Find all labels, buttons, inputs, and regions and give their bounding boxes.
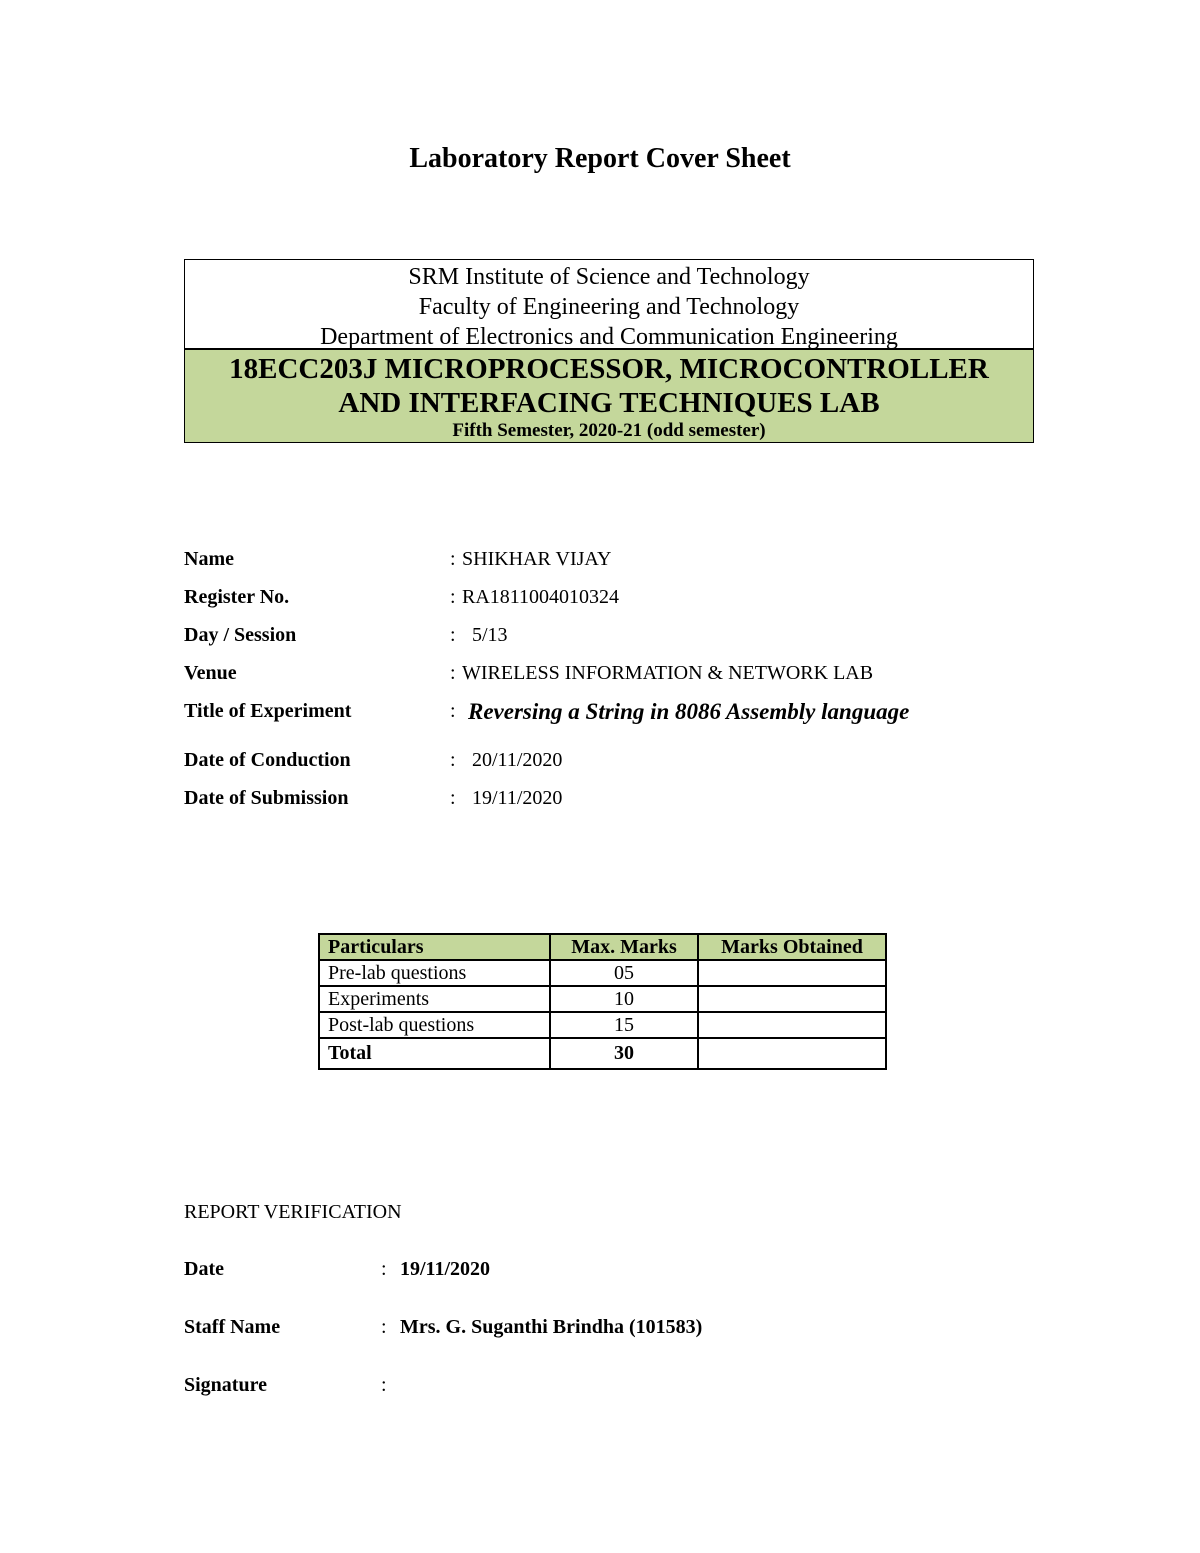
marks-obtained-cell <box>698 960 886 986</box>
info-colon: : <box>450 700 456 722</box>
info-value: 20/11/2020 <box>472 749 563 771</box>
marks-obtained-cell <box>698 1012 886 1038</box>
table-row <box>319 986 886 1012</box>
student-info <box>184 548 1084 825</box>
institution-name: SRM Institute of Science and Technology <box>408 264 810 290</box>
info-colon: : <box>450 787 456 809</box>
verification-row-staff-name <box>184 1316 703 1374</box>
info-row-register-no <box>184 586 1084 624</box>
info-value: WIRELESS INFORMATION & NETWORK LAB <box>462 662 874 684</box>
info-row-name <box>184 548 1084 586</box>
info-label: Title of Experiment <box>184 700 352 722</box>
faculty-name: Faculty of Engineering and Technology <box>418 294 800 320</box>
verification-title: REPORT VERIFICATION <box>184 1201 402 1223</box>
info-value: SHIKHAR VIJAY <box>462 548 612 570</box>
particular-cell: Experiments <box>319 986 550 1012</box>
info-value: 19/11/2020 <box>472 787 563 809</box>
table-header-cell: Marks Obtained <box>698 934 886 960</box>
max-marks-cell: 15 <box>550 1012 698 1038</box>
max-marks-cell: 10 <box>550 986 698 1012</box>
info-colon: : <box>450 624 456 646</box>
institution-block <box>185 260 1033 348</box>
marks-table <box>318 933 887 1070</box>
info-label: Day / Session <box>184 624 297 646</box>
verification-row-date <box>184 1258 491 1316</box>
info-row-date-of-conduction <box>184 749 1084 787</box>
info-colon: : <box>450 586 456 608</box>
max-marks-cell: 05 <box>550 960 698 986</box>
page-title: Laboratory Report Cover Sheet <box>409 143 791 174</box>
verification-row-signature <box>184 1374 402 1432</box>
department-name: Department of Electronics and Communication Engineering <box>320 324 898 348</box>
info-colon: : <box>450 662 456 684</box>
course-title-line1: 18ECC203J MICROPROCESSOR, MICROCONTROLLER <box>229 353 989 385</box>
course-header-box <box>184 259 1034 443</box>
particular-cell: Post-lab questions <box>319 1012 550 1038</box>
course-banner <box>185 348 1033 442</box>
semester-info: Fifth Semester, 2020-21 (odd semester) <box>452 420 766 441</box>
report-verification <box>184 1201 703 1432</box>
table-row <box>319 960 886 986</box>
particular-cell: Pre-lab questions <box>319 960 550 986</box>
info-label: Venue <box>184 662 237 684</box>
info-value: Reversing a String in 8086 Assembly language <box>468 699 910 724</box>
total-label-cell: Total <box>319 1038 550 1069</box>
info-row-venue <box>184 662 1084 700</box>
table-header-row <box>319 934 886 960</box>
verification-colon: : <box>381 1258 387 1280</box>
info-colon: : <box>450 749 456 771</box>
verification-label: Signature <box>184 1374 267 1396</box>
info-row-date-of-submission <box>184 787 1084 825</box>
total-max-cell: 30 <box>550 1038 698 1069</box>
course-title-line2: AND INTERFACING TECHNIQUES LAB <box>338 387 880 419</box>
info-label: Date of Submission <box>184 787 349 809</box>
info-label: Register No. <box>184 586 290 608</box>
table-total-row <box>319 1038 886 1069</box>
info-value: RA1811004010324 <box>462 586 620 608</box>
info-label: Name <box>184 548 234 570</box>
marks-obtained-cell <box>698 986 886 1012</box>
total-obtained-cell <box>698 1038 886 1069</box>
info-row-title-of-experiment <box>184 700 1084 749</box>
verification-label: Date <box>184 1258 224 1280</box>
verification-colon: : <box>381 1316 387 1338</box>
verification-label: Staff Name <box>184 1316 281 1338</box>
info-row-day-session <box>184 624 1084 662</box>
verification-value: Mrs. G. Suganthi Brindha (101583) <box>400 1316 703 1338</box>
table-header-cell: Max. Marks <box>550 934 698 960</box>
table-row <box>319 1012 886 1038</box>
info-label: Date of Conduction <box>184 749 351 771</box>
verification-value: 19/11/2020 <box>400 1258 491 1280</box>
verification-colon: : <box>381 1374 387 1396</box>
info-colon: : <box>450 548 456 570</box>
info-value: 5/13 <box>472 624 508 646</box>
table-header-cell: Particulars <box>319 934 550 960</box>
